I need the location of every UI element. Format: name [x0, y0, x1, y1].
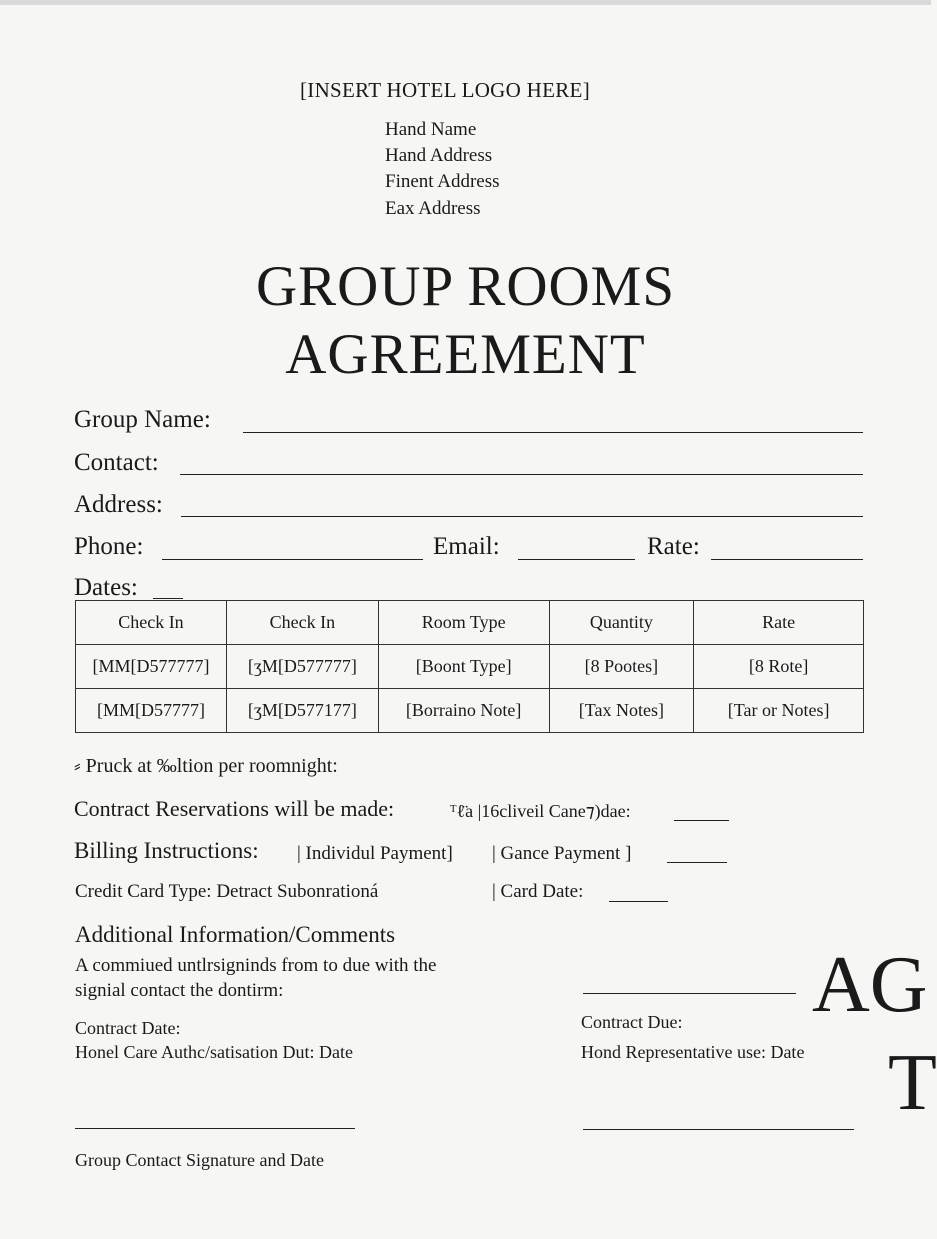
- table-cell[interactable]: [MM[D577777]: [76, 645, 227, 689]
- page-top-edge: [0, 0, 931, 5]
- hotel-representative-signature-line[interactable]: [583, 1129, 854, 1130]
- rate-label: Rate:: [647, 533, 700, 560]
- email-field[interactable]: [518, 559, 635, 560]
- table-row: [76, 645, 864, 689]
- table-header-row: [76, 601, 864, 645]
- column-header: Rate: [694, 601, 864, 645]
- table-cell[interactable]: [MM[D57777]: [76, 689, 227, 733]
- left-authorisation-label: Honel Care Authc/satisation Dut: Date: [75, 1042, 353, 1062]
- contract-reservations-label: Contract Reservations will be made:: [74, 796, 395, 821]
- hotel-address-line-1: Hand Address: [385, 145, 493, 166]
- billing-field[interactable]: [667, 862, 727, 863]
- cancellation-date-field[interactable]: [674, 820, 729, 821]
- table-cell[interactable]: [ʒM[D577177]: [226, 689, 378, 733]
- table-cell[interactable]: [Borraino Note]: [378, 689, 549, 733]
- column-header: Check In: [76, 601, 227, 645]
- card-date-field[interactable]: [609, 901, 668, 902]
- table-cell[interactable]: [8 Pootes]: [549, 645, 694, 689]
- card-date-label: | Card Date:: [492, 881, 584, 902]
- hotel-name-line: Hand Name: [385, 119, 477, 140]
- right-contract-date-label: Contract Due:: [581, 1012, 683, 1032]
- contract-reservations-detail: ᵀℓ̈a |16cliveil Cane⁊)dae:: [450, 801, 631, 821]
- phone-label: Phone:: [74, 533, 144, 560]
- document-title-line-1: GROUP ROOMS: [255, 255, 676, 318]
- group-name-field[interactable]: [243, 432, 863, 433]
- dates-field[interactable]: [153, 598, 183, 599]
- group-name-label: Group Name:: [74, 406, 211, 433]
- right-representative-label: Hond Representative use: Date: [581, 1042, 805, 1062]
- table-cell[interactable]: [Boont Type]: [378, 645, 549, 689]
- table-cell[interactable]: [Tar or Notes]: [694, 689, 864, 733]
- contact-label: Contact:: [74, 449, 159, 476]
- group-contact-signature-label: Group Contact Signature and Date: [75, 1150, 324, 1170]
- overflow-text-t: T: [888, 1039, 937, 1127]
- additional-info-text-2: signial contact the dontirm:: [75, 980, 284, 1001]
- room-block-table: [75, 600, 864, 733]
- table-cell[interactable]: [8 Rote]: [694, 645, 864, 689]
- email-label: Email:: [433, 533, 500, 560]
- rate-field[interactable]: [711, 559, 863, 560]
- hotel-address-line-2: Finent Address: [385, 171, 500, 192]
- contact-field[interactable]: [180, 474, 863, 475]
- dates-label: Dates:: [74, 574, 138, 601]
- group-contact-signature-line[interactable]: [75, 1128, 355, 1129]
- column-header: Room Type: [378, 601, 549, 645]
- additional-info-text-1: A commiued untlrsigninds from to due with the: [75, 955, 437, 976]
- table-cell[interactable]: [Tax Notes]: [549, 689, 694, 733]
- phone-field[interactable]: [162, 559, 423, 560]
- overflow-text-ag: AG: [812, 941, 928, 1029]
- document-title-line-2: AGREEMENT: [285, 323, 646, 386]
- right-signature-line-top[interactable]: [583, 993, 796, 994]
- per-roomnight-note: ⸗ Pruck at ‰ltion per roomnight:: [74, 755, 338, 777]
- billing-option-individual[interactable]: | Individul Payment]: [297, 843, 453, 864]
- address-field[interactable]: [181, 516, 863, 517]
- column-header: Check In: [226, 601, 378, 645]
- table-cell[interactable]: [ʒM[D577777]: [226, 645, 378, 689]
- billing-option-group[interactable]: | Gance Payment ]: [492, 843, 632, 864]
- hotel-address-line-3: Eax Address: [385, 198, 481, 219]
- billing-instructions-label: Billing Instructions:: [74, 838, 259, 863]
- hotel-logo-placeholder: [INSERT HOTEL LOGO HERE]: [300, 78, 590, 102]
- additional-info-heading: Additional Information/Comments: [75, 922, 396, 947]
- address-label: Address:: [74, 491, 163, 518]
- credit-card-type-label: Credit Card Type: Detract Subonrationá: [75, 881, 379, 902]
- column-header: Quantity: [549, 601, 694, 645]
- table-row: [76, 689, 864, 733]
- left-contract-date-label: Contract Date:: [75, 1018, 181, 1038]
